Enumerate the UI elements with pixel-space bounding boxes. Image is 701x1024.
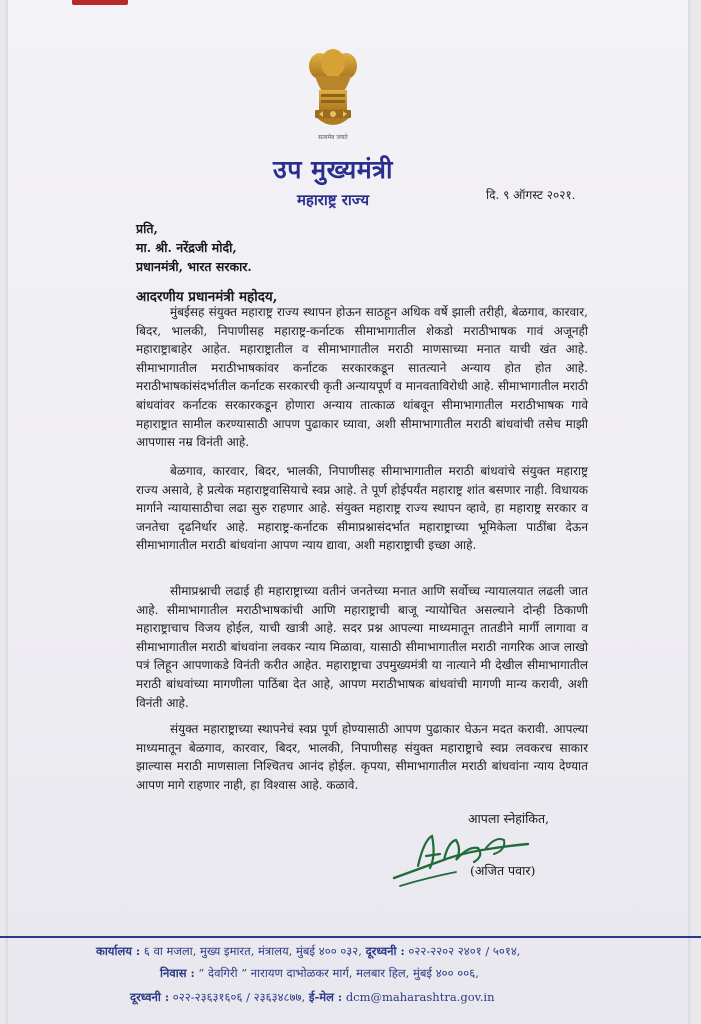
residence-phone: ०२२-२३६३१६०६ / २३६३४८७७, (172, 990, 306, 1004)
valediction: आपला स्नेहांकित, (468, 811, 550, 826)
salutation: आदरणीय प्रधानमंत्री महोदय, (136, 289, 278, 305)
office-address: ६ वा मजला, मुख्य इमारत, मंत्रालय, मुंबई ४०० ०३२, (143, 944, 362, 958)
recipient-designation: प्रधानमंत्री, भारत सरकार. (136, 259, 252, 274)
corner-tab (72, 0, 128, 5)
email-address[interactable]: dcm@maharashtra.gov.in (345, 990, 495, 1004)
signature-icon (386, 826, 536, 890)
email-label: ई-मेल : (308, 990, 343, 1004)
office-title: उप मुख्यमंत्री (273, 155, 393, 184)
residence-phone-label: दूरध्वनी : (130, 990, 170, 1004)
paragraph-4: संयुक्त महाराष्ट्राच्या स्थापनेचं स्वप्न पूर्ण होण्यासाठी आपण पुढाकार घेऊन मदत करावी. आपल्या माध्यमातून बेळगाव, कारवार, बिदर, भालकी, निपाणीसह संयुक्त महाराष्ट्राचे स्वप्न लवकरच साकार झाल्यास मराठी माणसाला निश्चितच आनंद होईल. कृपया, सीमाभागातील मराठी बांधवांना न्याय देण्यात आपण मागे राहणार नाही, हा विश्वास आहे. कळावे. (136, 722, 588, 792)
office-phone-label: दूरध्वनी : (365, 944, 405, 958)
paragraph-2: बेळगाव, कारवार, बिदर, भालकी, निपाणीसह सीमाभागातील मराठी बांधवांचे संयुक्त महाराष्ट्र राज्य असावे, हे प्रत्येक महाराष्ट्रवासियाचे स्वप्न आहे. ते पूर्ण होईपर्यंत महाराष्ट्र शांत बसणार नाही. विधायक मार्गाने न्यायासाठीचा लढा सुरु राहणार आहे. संयुक्त महाराष्ट्र राज्य स्थापन व्हावे, हा महाराष्ट्र सरकार व जनतेचा दृढनिर्धार आहे. महाराष्ट्र-कर्नाटक सीमाप्रश्नासंदर्भात महाराष्ट्राच्या भूमिकेला पाठींबा देऊन सीमाभागातील मराठी बांधवांना आपण न्याय द्यावा, अशी महाराष्ट्राची इच्छा आहे. (136, 464, 588, 553)
state-emblem-icon (305, 48, 361, 134)
letter-page (8, 0, 688, 1024)
paragraph-1: मुंबईसह संयुक्त महाराष्ट्र राज्य स्थापन होऊन साठहून अधिक वर्षे झाली तरीही, बेळगाव, कारवार, बिदर, भालकी, निपाणीसह महाराष्ट्र-कर्नाटक सीमाभागातील शेकडो मराठीभाषक गावं अजूनही महाराष्ट्राबाहेर आहेत. महाराष्ट्रातील व सीमाभागातील मराठी माणसाच्या मनात याची खंत आहे. सीमाभागातील मराठीभाषकांवर कर्नाटक सरकारकडून सातत्याने अन्याय होत होत आहे. मराठीभाषकांसंदर्भातील कर्नाटक सरकारची कृती अन्यायपूर्ण व मानवताविरोधी आहे. सीमाभागातील मराठी बांधवांवर कर्नाटक सरकारकडून होणारा अन्याय तात्काळ थांबवून सीमाभागातील मराठीभाषक गावे महाराष्ट्रात सामील करण्यासाठी आपण पुढाकार घ्यावा, अशी सीमाभागातील मराठी बांधवांची तसेच माझी आपणास नम्र विनंती आहे. (136, 305, 588, 450)
office-phone: ०२२-२२०२ २४०१ / ५०१४, (408, 944, 521, 958)
signer-name: (अजित पवार) (470, 863, 536, 878)
emblem-caption: सत्यमेव जयते (318, 134, 348, 141)
office-label: कार्यालय : (96, 944, 141, 958)
recipient-name: मा. श्री. नरेंद्रजी मोदी, (136, 240, 237, 255)
state-subtitle: महाराष्ट्र राज्य (296, 191, 370, 209)
paragraph-3: सीमाप्रश्नाची लढाई ही महाराष्ट्राच्या वतीनं जनतेच्या मनात आणि सर्वोच्च न्यायालयात लढली जात आहे. सीमाभागातील मराठीभाषकांची आणि महाराष्ट्राची बाजू न्यायोचित असल्याने दोन्ही ठिकाणी महाराष्ट्राचाच विजय होईल, याची खात्री आहे. सदर प्रश्न आपल्या माध्यमातून तातडीने मार्गी लागावा व सीमाभागातील मराठी बांधवांना लवकर न्याय मिळावा, यासाठी सीमाभागातील मराठी नागरिक आज लाखो पत्रं लिहून आपणाकडे विनंती करीत आहेत. महाराष्ट्राचा उपमुख्यमंत्री या नात्याने मी देखील सीमाभागातील मराठी बांधवांच्या मागणीला पाठिंबा देत आहे, आपण मराठीभाषक बांधवांची मागणी मान्य करावी, अशी विनंती आहे. (136, 584, 588, 710)
footer-office-line (96, 944, 520, 959)
residence-label: निवास : (160, 966, 195, 980)
footer-residence-line (160, 966, 479, 981)
footer-divider (0, 936, 701, 938)
letter-date: दि. ९ ऑगस्ट २०२१. (486, 188, 576, 202)
residence-address: “ देवगिरी ” नारायण दाभोळकर मार्ग, मलबार हिल, मुंबई ४०० ००६, (198, 966, 479, 980)
recipient-prefix: प्रति, (136, 221, 158, 236)
footer-contact-line (130, 990, 495, 1005)
